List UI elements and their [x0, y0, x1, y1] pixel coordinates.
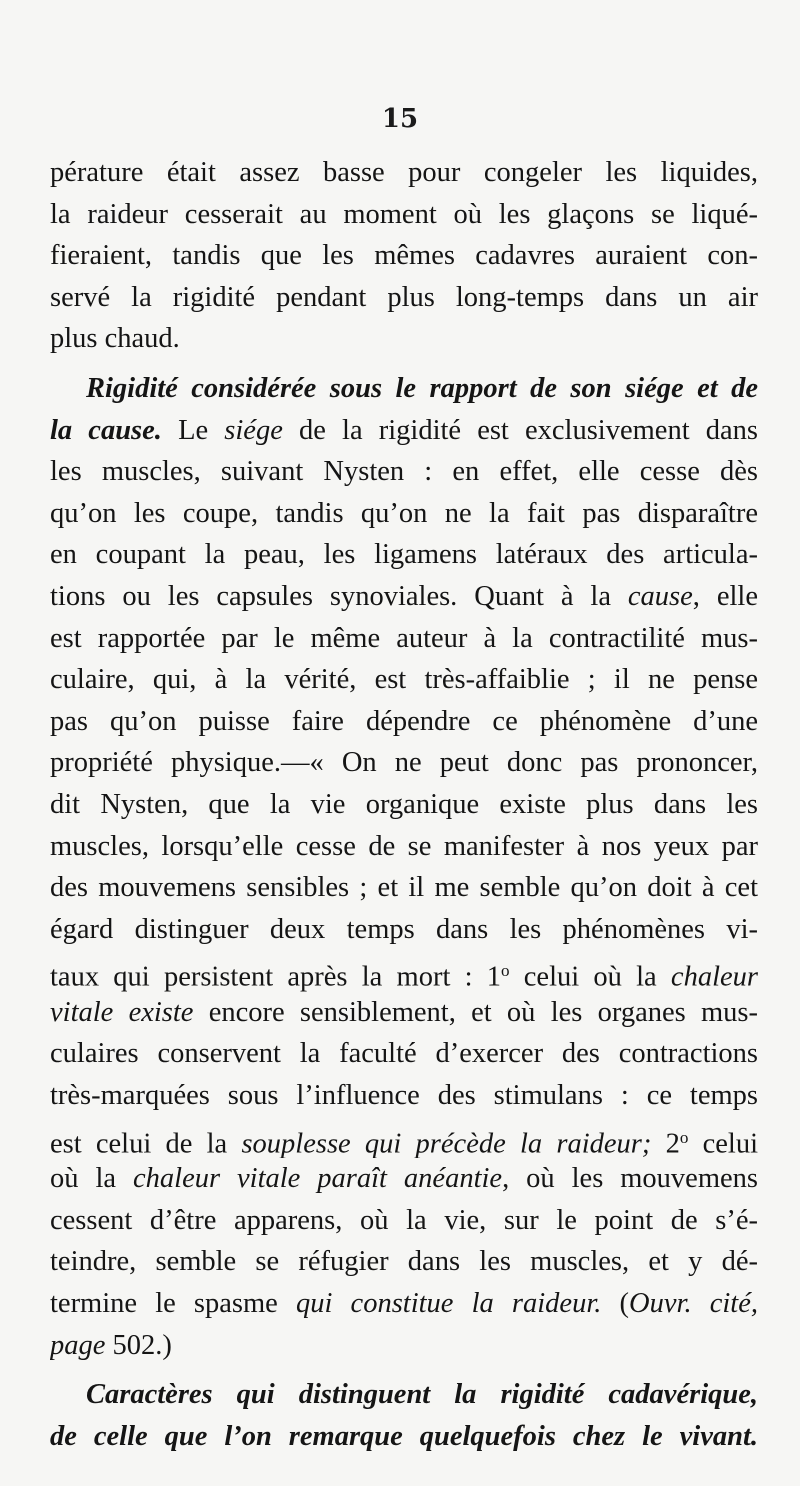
text-line — [50, 992, 758, 1034]
text-segment: celui — [688, 1128, 758, 1159]
text-segment: 2 — [651, 1128, 680, 1159]
text-line — [50, 950, 758, 992]
text-segment: taux qui persistent après la mort : 1 — [50, 961, 501, 992]
section-heading-line — [50, 1374, 758, 1416]
text-line: teindre, semble se réfugier dans les muscles, et y dé- — [50, 1246, 758, 1278]
text-line: cessent d’être apparens, où la vie, sur le point de s’é- — [50, 1204, 758, 1236]
text-line: plus chaud. — [50, 323, 180, 355]
text-line: pas qu’on puisse faire dépendre ce phénomène d’une — [50, 705, 758, 737]
superscript: o — [679, 1127, 689, 1147]
text-segment: celui où la — [509, 961, 671, 992]
text-line — [50, 1158, 758, 1200]
text-segment: tions ou les capsules synoviales. Quant à la — [50, 580, 628, 612]
section-heading: de celle que l’on remarque quelquefois chez le vivant. — [50, 1420, 758, 1452]
text-line: pérature était assez basse pour congeler les liquides, — [50, 157, 758, 188]
text-line: des mouvemens sensibles ; et il me semble qu’on doit à cet — [50, 872, 758, 904]
text-line — [50, 576, 758, 618]
emphasis: souplesse qui précède la raideur; — [241, 1128, 652, 1159]
text-line: les muscles, suivant Nysten : en effet, elle cesse dès — [50, 456, 758, 488]
text-segment: , où les mouvemens — [502, 1163, 758, 1195]
section-heading-line — [50, 1416, 758, 1458]
body-text — [50, 152, 758, 1457]
text-line: propriété physique.—« On ne peut donc pas prononcer, — [50, 747, 758, 779]
section-heading-line — [50, 368, 758, 410]
text-line: dit Nysten, que la vie organique existe plus dans les — [50, 788, 758, 820]
text-segment: termine le spasme — [50, 1288, 296, 1320]
section-heading: Rigidité considérée sous le rapport de son siége et de — [86, 372, 758, 404]
text-segment: de la rigidité est exclusivement dans — [282, 414, 758, 446]
text-segment: , elle — [692, 580, 758, 612]
text-line: la raideur cesserait au moment où les glaçons se liqué- — [50, 198, 758, 230]
text-line: culaires conservent la faculté d’exercer des contractions — [50, 1038, 758, 1070]
text-segment: 502.) — [105, 1329, 172, 1361]
text-line — [50, 1325, 758, 1367]
emphasis: chaleur vitale paraît anéantie — [133, 1163, 503, 1195]
text-line: est rapportée par le même auteur à la contractilité mus- — [50, 622, 758, 654]
text-line — [50, 410, 758, 452]
text-line: très-marquées sous l’influence des stimulans : ce temps — [50, 1080, 758, 1112]
text-segment: ( — [601, 1288, 630, 1320]
text-segment: est celui de la — [50, 1128, 242, 1159]
text-line: culaire, qui, à la vérité, est très-affaiblie ; il ne pense — [50, 664, 758, 696]
text-line: servé la rigidité pendant plus long-temps dans un air — [50, 281, 758, 313]
superscript: o — [501, 961, 510, 981]
text-segment: où la — [50, 1163, 133, 1195]
text-segment: encore sensiblement, et où les organes mus- — [193, 996, 758, 1028]
page-number: 15 — [381, 104, 419, 134]
text-line — [50, 1283, 758, 1325]
emphasis: cause — [627, 580, 693, 612]
text-line: qu’on les coupe, tandis qu’on ne la fait pas disparaître — [50, 497, 758, 529]
emphasis: qui constitue la raideur. — [295, 1288, 602, 1320]
text-line: fieraient, tandis que les mêmes cadavres auraient con- — [50, 240, 758, 272]
emphasis: chaleur — [670, 961, 758, 992]
citation: page — [50, 1329, 106, 1361]
text-line — [50, 1117, 758, 1159]
text-segment: Le — [161, 414, 225, 446]
section-heading: la cause. — [50, 414, 162, 446]
text-line: muscles, lorsqu’elle cesse de se manifester à nos yeux par — [50, 830, 758, 862]
text-line: en coupant la peau, les ligamens latéraux des articula- — [50, 539, 758, 571]
emphasis: vitale existe — [50, 996, 194, 1028]
text-line: égard distinguer deux temps dans les phénomènes vi- — [50, 913, 758, 945]
section-heading: Caractères qui distinguent la rigidité cadavérique, — [86, 1379, 758, 1411]
emphasis: siége — [224, 414, 283, 446]
citation: Ouvr. cité, — [629, 1288, 758, 1320]
